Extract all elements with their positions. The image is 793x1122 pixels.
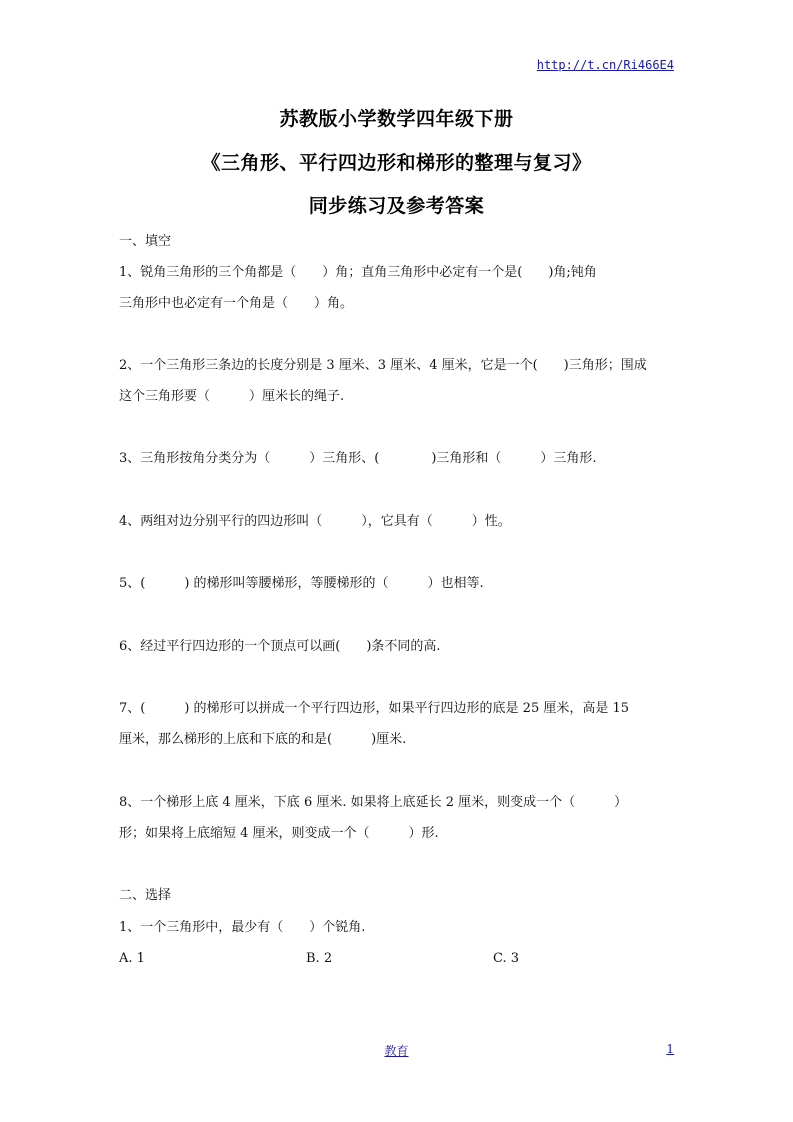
question-1-line-2: 三角形中也必定有一个角是（ ）角。	[119, 296, 354, 311]
question-8-line-2: 形；如果将上底缩短 4 厘米，则变成一个（ ）形.	[119, 826, 439, 841]
title-line-3: 同步练习及参考答案	[308, 195, 485, 217]
question-2-line-1: 2、一个三角形三条边的长度分别是 3 厘米、3 厘米、4 厘米，它是一个( )三角形；围成	[119, 358, 647, 373]
choice-question-1: 1、一个三角形中，最少有（ ）个锐角.	[119, 920, 366, 935]
footer-link[interactable]: 教育	[384, 1044, 409, 1058]
option-c: C. 3	[493, 951, 520, 966]
question-4: 4、两组对边分别平行的四边形叫（ ），它具有（ ）性。	[119, 514, 511, 529]
question-8-line-1: 8、一个梯形上底 4 厘米，下底 6 厘米. 如果将上底延长 2 厘米，则变成一个（ ）	[119, 795, 628, 810]
question-7-line-1: 7、( ) 的梯形可以拼成一个平行四边形，如果平行四边形的底是 25 厘米，高是 15	[119, 701, 630, 716]
question-2-line-2: 这个三角形要（ ）厘米长的绳子.	[119, 389, 345, 404]
title-line-1: 苏教版小学数学四年级下册	[279, 108, 514, 130]
title-line-2: 《三角形、平行四边形和梯形的整理与复习》	[201, 152, 592, 174]
question-1-line-1: 1、锐角三角形的三个角都是（ ）角；直角三角形中必定有一个是( )角;钝角	[119, 265, 597, 280]
question-7-line-2: 厘米，那么梯形的上底和下底的和是( )厘米.	[119, 732, 407, 747]
section-heading-fill-blank: 一、填空	[119, 234, 172, 249]
question-6: 6、经过平行四边形的一个顶点可以画( )条不同的高.	[119, 639, 441, 654]
page-number: 1	[666, 1042, 674, 1056]
header-link[interactable]: http://t.cn/Ri466E4	[536, 58, 674, 72]
option-b: B. 2	[306, 951, 333, 966]
question-5: 5、( ) 的梯形叫等腰梯形，等腰梯形的（ ）也相等.	[119, 576, 484, 591]
option-a: A. 1	[119, 951, 145, 966]
question-3: 3、三角形按角分类分为（ ）三角形、( )三角形和（ ）三角形.	[119, 451, 597, 466]
section-heading-choice: 二、选择	[119, 888, 172, 903]
